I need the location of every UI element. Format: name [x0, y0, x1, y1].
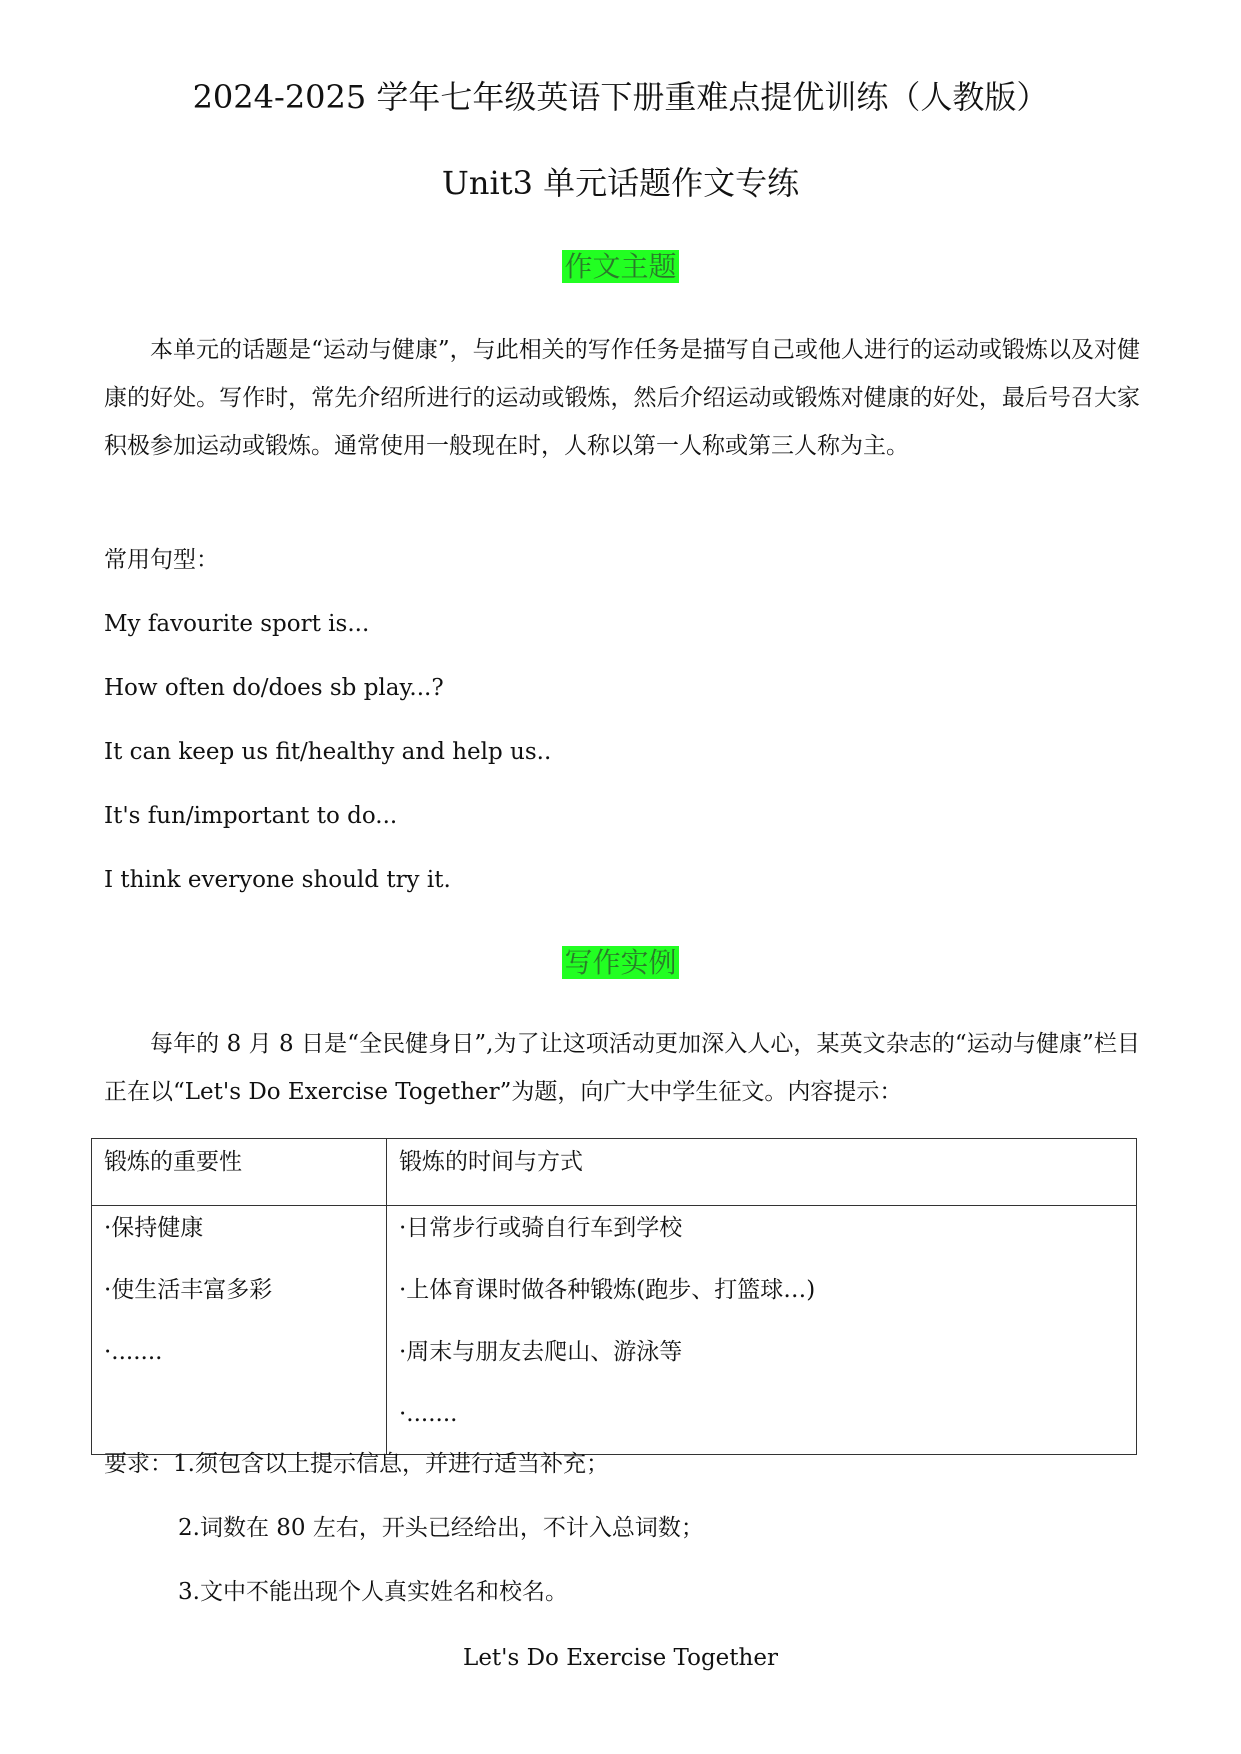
list-item: ·.......: [399, 1401, 458, 1427]
list-item: ·.......: [104, 1339, 163, 1365]
section-heading-example: [0, 944, 1241, 982]
theme-paragraph-text: 本单元的话题是“运动与健康”，与此相关的写作任务是描写自己或他人进行的运动或锻炼以及对健康的好处。写作时，常先介绍所进行的运动或锻炼，然后介绍运动或锻炼对健康的好处，最后号召大家积极参加运动或锻炼。通常使用一般现在时，人称以第一人称或第三人称为主。: [104, 337, 1140, 459]
example-paragraph: [104, 1020, 1140, 1116]
sentence-pattern: How often do/does sb play...?: [104, 675, 444, 701]
requirement-2: 2.词数在 80 左右，开头已经给出，不计入总词数；: [178, 1515, 704, 1541]
list-item: ·上体育课时做各种锻炼(跑步、打篮球…): [399, 1277, 816, 1303]
requirement-1: 要求：1.须包含以上提示信息，并进行适当补充；: [104, 1451, 609, 1477]
list-item: ·周末与朋友去爬山、游泳等: [399, 1339, 683, 1365]
table-header-methods: 锻炼的时间与方式: [387, 1139, 1137, 1206]
common-sentences-label: 常用句型：: [104, 547, 219, 573]
list-item: ·保持健康: [104, 1215, 204, 1241]
sentence-pattern: My favourite sport is...: [104, 611, 370, 637]
example-paragraph-text: 每年的 8 月 8 日是“全民健身日”,为了让这项活动更加深入人心，某英文杂志的“运动与健康”栏目正在以“Let's Do Exercise Together”为题，向广大中学生征文。内容提示：: [104, 1031, 1140, 1105]
table-cell-importance: [92, 1206, 387, 1455]
essay-title: Let's Do Exercise Together: [463, 1645, 778, 1671]
section-heading-theme: [0, 248, 1241, 286]
table-header-row: [92, 1139, 1137, 1206]
prompt-table: [91, 1138, 1137, 1455]
requirement-3: 3.文中不能出现个人真实姓名和校名。: [178, 1579, 568, 1605]
sentence-pattern: I think everyone should try it.: [104, 867, 451, 893]
section-heading-theme-text: 作文主题: [564, 250, 677, 283]
table-cell-methods: [387, 1206, 1137, 1455]
table-header-importance: 锻炼的重要性: [92, 1139, 387, 1206]
table-row: [92, 1206, 1137, 1455]
sentence-pattern: It's fun/important to do...: [104, 803, 398, 829]
document-title: 2024-2025 学年七年级英语下册重难点提优训练（人教版）: [192, 78, 1049, 116]
section-heading-example-text: 写作实例: [564, 946, 677, 979]
list-item: ·日常步行或骑自行车到学校: [399, 1215, 683, 1241]
list-item: ·使生活丰富多彩: [104, 1277, 273, 1303]
sentence-pattern: It can keep us fit/healthy and help us..: [104, 739, 552, 765]
document-subtitle: Unit3 单元话题作文专练: [441, 164, 800, 202]
theme-paragraph: [104, 326, 1140, 470]
